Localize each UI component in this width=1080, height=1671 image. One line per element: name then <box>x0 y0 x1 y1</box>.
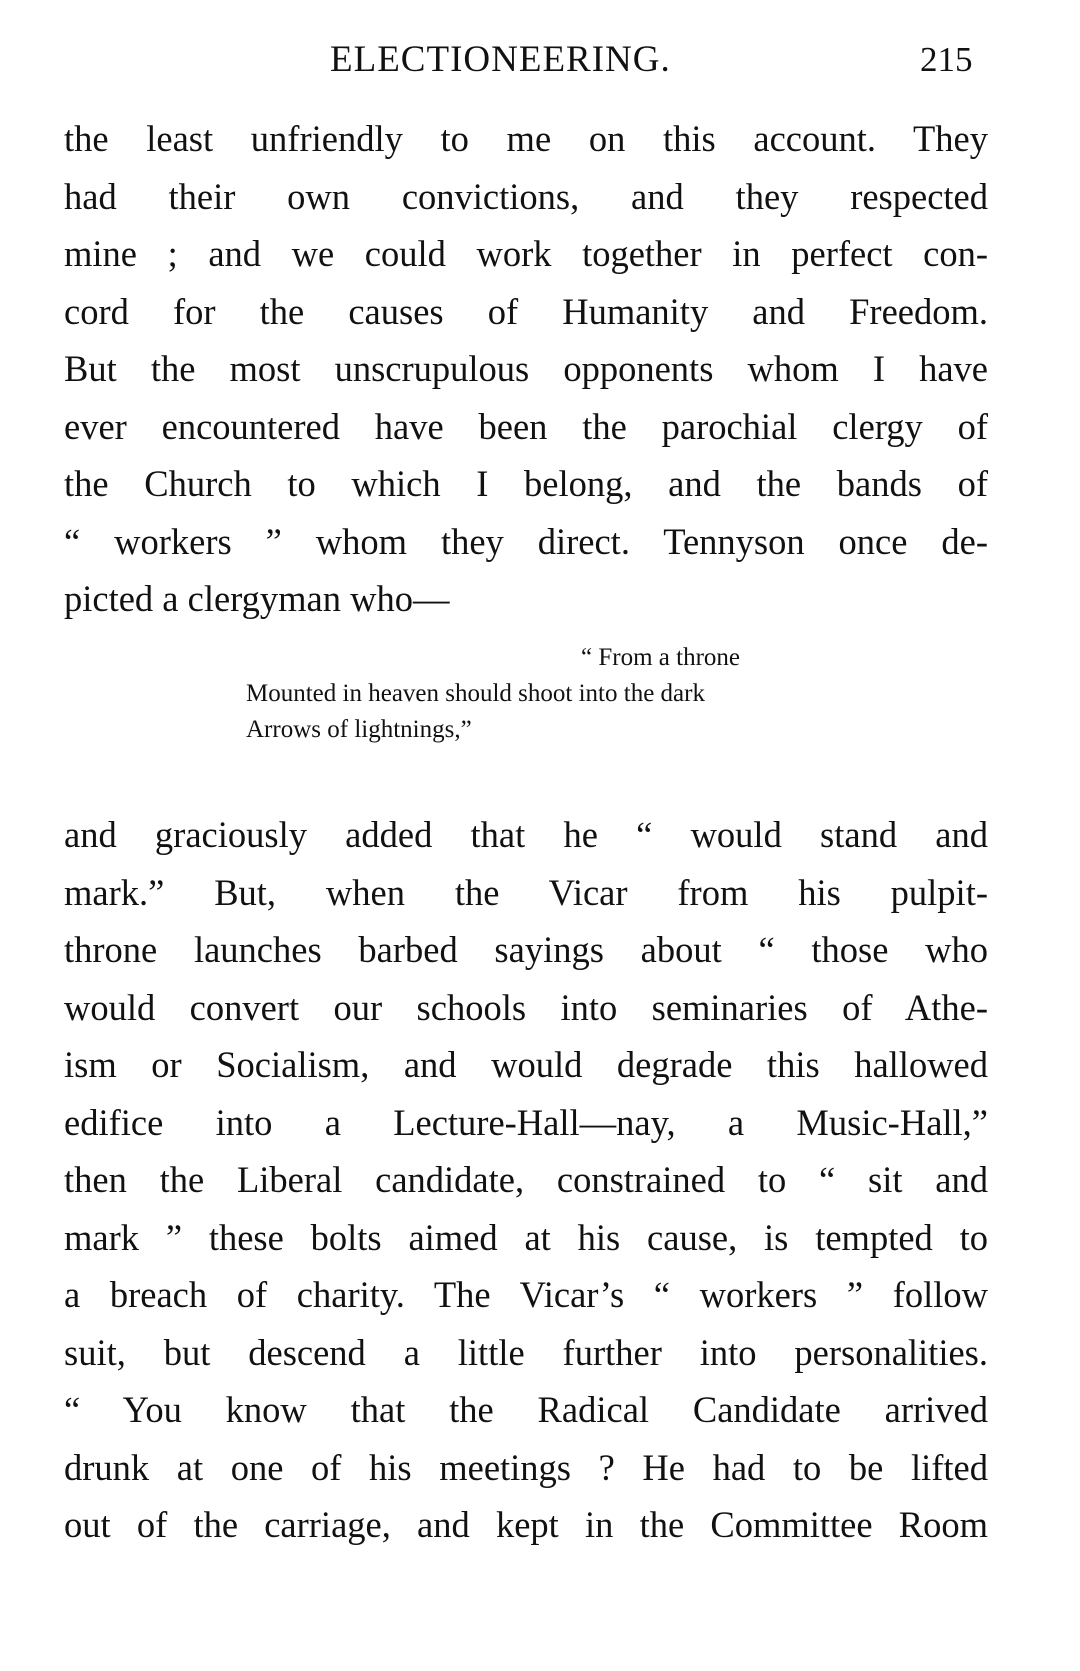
text-line: the Church to which I belong, and the bands of <box>64 463 988 504</box>
quotation-line: Mounted in heaven should shoot into the dark <box>246 680 705 707</box>
text-line: had their own convictions, and they respected <box>64 175 988 217</box>
verse-quotation <box>246 640 906 748</box>
text-line: then the Liberal candidate, constrained to “ sit and <box>64 1159 988 1200</box>
quotation-line: “ From a throne <box>581 644 740 671</box>
text-line: suit, but descend a little further into personalities. <box>64 1331 988 1373</box>
text-line: throne launches barbed sayings about “ those who <box>64 929 988 970</box>
text-line: “ workers ” whom they direct. Tennyson once de- <box>64 520 988 562</box>
paragraph-1 <box>64 110 988 628</box>
text-line: and graciously added that he “ would stand and <box>64 814 988 855</box>
paragraph-2 <box>64 806 988 1554</box>
text-line: would convert our schools into seminaries of Athe- <box>64 986 988 1028</box>
page-number: 215 <box>920 40 973 79</box>
page-header <box>0 38 1080 88</box>
text-line: picted a clergyman who— <box>64 578 450 619</box>
text-line: drunk at one of his meetings ? He had to be lifted <box>64 1446 988 1488</box>
text-line: a breach of charity. The Vicar’s “ workers ” follow <box>64 1274 988 1315</box>
text-line: mark ” these bolts aimed at his cause, is tempted to <box>64 1216 988 1258</box>
running-title: ELECTIONEERING. <box>330 39 671 80</box>
text-line: But the most unscrupulous opponents whom I have <box>64 348 988 389</box>
text-line: “ You know that the Radical Candidate arrived <box>64 1389 988 1430</box>
text-line: mark.” But, when the Vicar from his pulpit- <box>64 871 988 913</box>
text-line: ever encountered have been the parochial clergy of <box>64 405 988 447</box>
text-line: cord for the causes of Humanity and Freedom. <box>64 290 988 332</box>
quotation-line: Arrows of lightnings,” <box>246 716 472 743</box>
text-line: the least unfriendly to me on this account. They <box>64 118 988 159</box>
text-line: ism or Socialism, and would degrade this hallowed <box>64 1044 988 1085</box>
text-line: out of the carriage, and kept in the Committee Room <box>64 1504 988 1545</box>
text-line: edifice into a Lecture-Hall—nay, a Music-Hall,” <box>64 1101 988 1143</box>
text-line: mine ; and we could work together in perfect con- <box>64 233 988 274</box>
